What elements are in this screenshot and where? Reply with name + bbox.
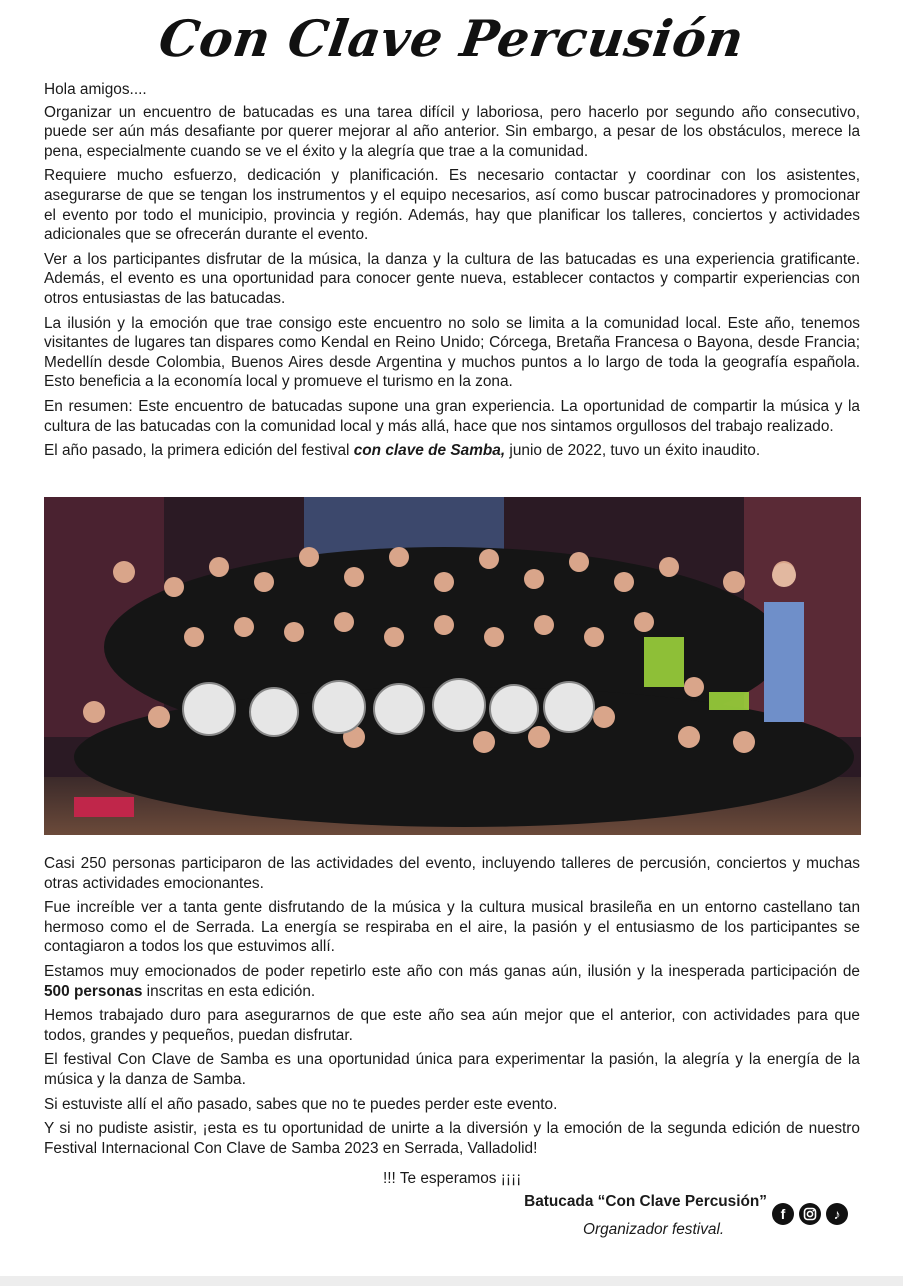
tiktok-icon[interactable]: ♪ (826, 1203, 848, 1225)
signature-role: Organizador festival. (583, 1221, 725, 1238)
paragraph: Fue increíble ver a tanta gente disfrutando de la música y la cultura musical brasileña en un entorno castellano tan hermoso como el de Serrada. La energía se respiraba en el aire, la pasión y el entusiasmo de los participantes se contagiaron a todos los que estuvimos allí. (44, 899, 860, 956)
paragraph-text: Estamos muy emocionados de poder repetirlo este año con más ganas aún, ilusión y la inesperada participación de (44, 962, 860, 980)
paragraph (44, 962, 860, 1001)
page-bottom-border (0, 1276, 903, 1286)
paragraph: El festival Con Clave de Samba es una oportunidad única para experimentar la pasión, la alegría y la energía de la música y la danza de Samba. (44, 1051, 860, 1088)
signature: Batucada “Con Clave Percusión” (524, 1193, 767, 1210)
closing-line: !!! Te esperamos ¡¡¡¡ (383, 1170, 522, 1187)
outro-text (44, 854, 860, 1163)
paragraph: Organizar un encuentro de batucadas es una tarea difícil y laboriosa, pero hacerlo por segundo año consecutivo, puede ser aún más desafiante por querer mejorar al año anterior. Sin embargo, a pesar de los obstáculos, merece la pena, especialmente cuando se ve el éxito y la alegría que trae a la comunidad. (44, 103, 860, 160)
page-title: Con Clave Percusión (155, 9, 748, 68)
facebook-icon[interactable]: f (772, 1203, 794, 1225)
paragraph: La ilusión y la emoción que trae consigo este encuentro no solo se limita a la comunidad local. Este año, tenemos visitantes de lugares tan dispares como Kendal en Reino Unido; Córcega, Bretaña Francesa o Bayona, desde Francia; Medellín desde Colombia, Buenos Aires desde Argentina y muchos puntos a lo largo de toda la geografía española. Esto beneficia a la economía local y promueve el turismo en la zona. (44, 314, 860, 391)
paragraph (44, 441, 860, 461)
paragraph: Ver a los participantes disfrutar de la música, la danza y la cultura de las batucadas es una experiencia gratificante. Además, el evento es una oportunidad para conocer gente nueva, establecer contactos y compartir experiencias con otros entusiastas de las batucadas. (44, 250, 860, 307)
festival-name: con clave de Samba, (353, 442, 506, 460)
paragraph: Si estuviste allí el año pasado, sabes que no te puedes perder este evento. (44, 1095, 558, 1113)
participant-count: 500 personas (44, 982, 143, 1000)
intro-text (44, 80, 860, 466)
group-photo-illustration (44, 497, 861, 835)
social-icons (772, 1203, 848, 1225)
paragraph: Hemos trabajado duro para asegurarnos de que este año sea aún mejor que el anterior, con actividades para que todos, grandes y pequeños, puedan disfrutar. (44, 1007, 860, 1044)
paragraph: Requiere mucho esfuerzo, dedicación y planificación. Es necesario contactar y coordinar con los asistentes, asegurarse de que se tengan los instrumentos y el equipo necesarios, así como buscar patrocinadores y promocionar el evento por todo el municipio, provincia y región. Además, hay que planificar los talleres, conciertos y actividades adicionales que se ofrecerán durante el evento. (44, 167, 860, 244)
paragraph: En resumen: Este encuentro de batucadas supone una gran experiencia. La oportunidad de compartir la música y la cultura de las batucadas con la comunidad local y más allá, hace que nos sintamos orgullosos del trabajo realizado. (44, 397, 860, 435)
paragraph-text: El año pasado, la primera edición del festival (44, 442, 354, 460)
paragraph-text: inscritas en esta edición. (142, 982, 316, 1000)
greeting: Hola amigos.... (44, 81, 147, 98)
group-photo (44, 497, 861, 835)
instagram-icon[interactable] (799, 1203, 821, 1225)
paragraph: Y si no pudiste asistir, ¡esta es tu oportunidad de unirte a la diversión y la emoción de la segunda edición de nuestro Festival Internacional Con Clave de Samba 2023 en Serrada, Valladolid! (44, 1120, 860, 1157)
paragraph-text: junio de 2022, tuvo un éxito inaudito. (505, 442, 761, 460)
paragraph: Casi 250 personas participaron de las actividades del evento, incluyendo talleres de percusión, conciertos y muchas otras actividades emocionantes. (44, 855, 860, 892)
